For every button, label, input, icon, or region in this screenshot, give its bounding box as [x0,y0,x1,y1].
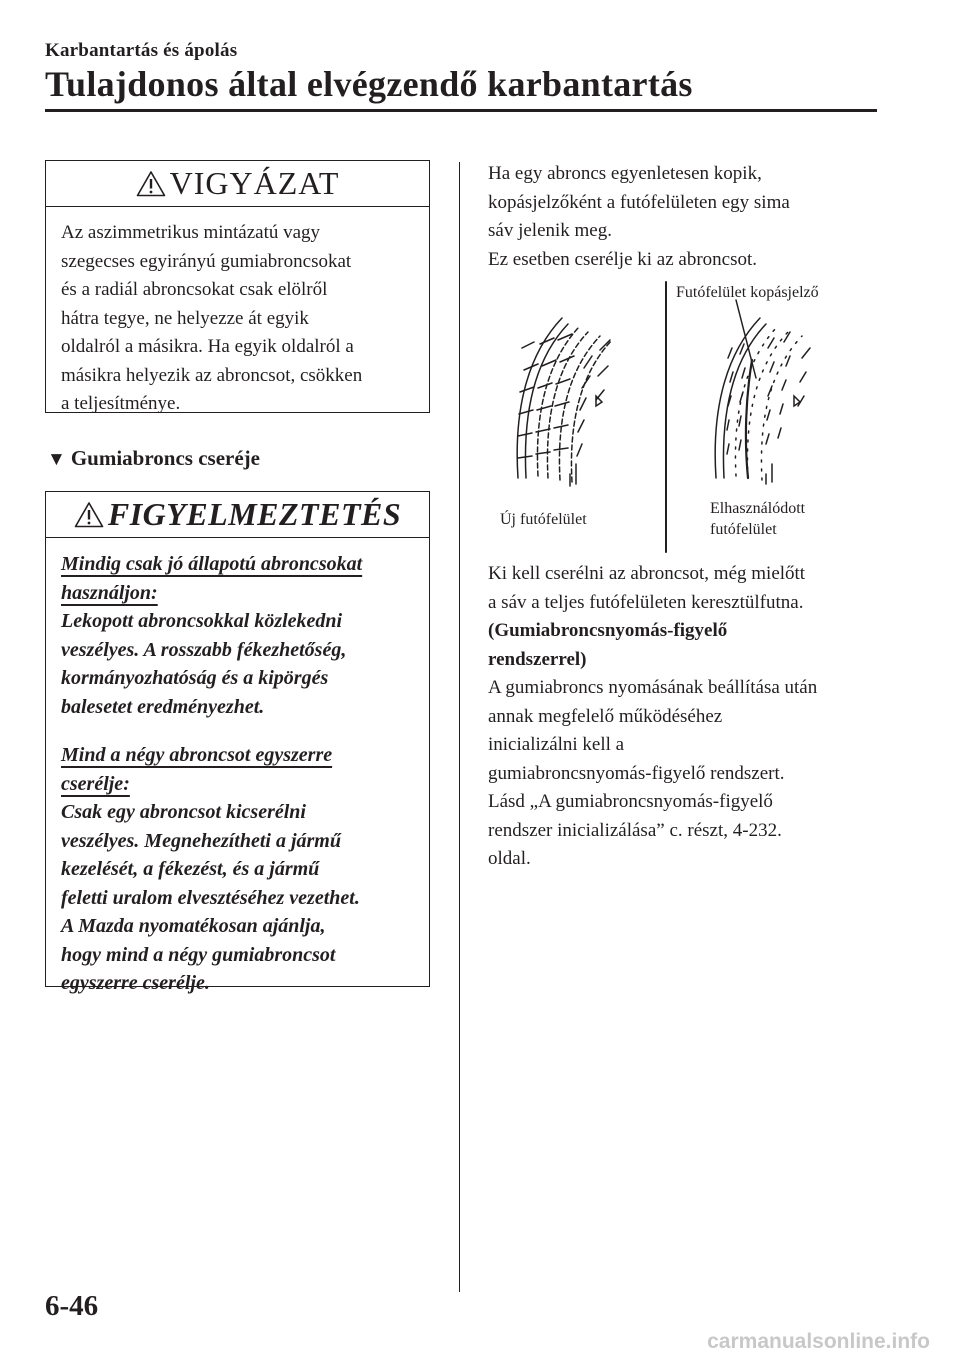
warning-line: hogy mind a négy gumiabroncsot [61,943,336,966]
caution-line: másikra helyezik az abroncsot, csökken [61,364,363,386]
subheading [47,446,260,471]
body-line: kopásjelzőként a futófelületen egy sima [488,191,790,213]
tpms-heading-line: (Gumiabroncsnyomás-figyelő [488,620,728,641]
caution-line: hátra tegye, ne helyezze át egyik [61,307,309,329]
body-line: annak megfelelő működéséhez [488,705,723,727]
body-line: Ha egy abroncs egyenletesen kopik, [488,163,762,184]
page-number: 6-46 [45,1290,99,1322]
warning-triangle-icon [74,501,104,528]
watermark: carmanualsonline.info [707,1330,930,1353]
body-line: inicializálni kell a [488,734,625,755]
body-line: Lásd „A gumiabroncsnyomás-figyelő [488,791,773,812]
caution-line: a teljesítménye. [61,393,181,414]
warning-line: veszélyes. Megnehezítheti a jármű [61,829,341,852]
warning-line: veszélyes. A rosszabb fékezhetőség, [61,638,347,661]
caution-header [46,161,429,207]
warning-line: egyszerre cserélje. [61,972,210,994]
body-line: rendszer inicializálása” c. részt, 4-232. [488,819,782,841]
warning-line: A Mazda nyomatékosan ajánlja, [61,915,326,937]
figure-label-indicator: Futófelület kopásjelző [676,284,819,301]
body-line: Ez esetben cserélje ki az abroncsot. [488,248,758,270]
caution-line: Az aszimmetrikus mintázatú vagy [61,222,321,243]
warning-line: kormányozhatóság és a kipörgés [61,667,329,689]
body-line: gumiabroncsnyomás-figyelő rendszert. [488,762,785,784]
warning-line: kezelését, a fékezést, és a jármű [61,858,320,880]
warning-box [45,491,430,994]
subheading-text: Gumiabroncs cseréje [70,446,260,470]
body-line: A gumiabroncs nyomásának beállítása után [488,677,818,698]
tread-wear-figure [488,278,888,558]
figure-label-worn-line: futófelület [710,521,777,538]
warning-line: feletti uralom elvesztéséhez vezethet. [61,886,360,909]
warning-header [46,492,429,538]
replacement-paragraph [488,560,888,874]
warning-line: Csak egy abroncsot kicserélni [61,801,306,823]
warning-heading-line: Mindig csak jó állapotú abroncsokat [61,553,363,575]
warning-heading-line: használjon: [61,581,158,604]
title-rule [45,109,877,112]
body-line: Ki kell cserélni az abroncsot, még mielőtt [488,563,806,584]
warning-body [46,538,429,998]
caution-line: és a radiál abroncsokat csak elölről [61,279,328,300]
figure-label-worn-tread [710,498,805,540]
warning-line: Lekopott abroncsokkal közlekedni [61,610,343,632]
warning-title: FIGYELMEZTETÉS [107,496,402,532]
body-line: oldal. [488,848,531,869]
warning-heading-line: cserélje: [61,772,130,795]
warning-line: balesetet eredményezhet. [61,695,265,718]
body-line: sáv jelenik meg. [488,220,612,241]
section-label: Karbantartás és ápolás [45,40,238,61]
caution-box [45,160,430,413]
caution-body [46,207,429,419]
warning-triangle-icon [136,170,166,197]
triangle-marker-icon: ▼ [47,449,66,470]
figure-label-new-tread: Új futófelület [500,511,587,528]
tread-intro-paragraph [488,160,888,274]
caution-line: szegecses egyirányú gumiabroncsokat [61,250,352,272]
figure-label-worn-line: Elhasználódott [710,500,806,517]
tpms-heading-line: rendszerrel) [488,648,587,670]
caution-title: VIGYÁZAT [169,165,340,201]
column-divider [459,162,460,1292]
body-line: a sáv a teljes futófelületen keresztülfutna. [488,591,804,613]
warning-heading-line: Mind a négy abroncsot egyszerre [61,744,333,766]
caution-line: oldalról a másikra. Ha egyik oldalról a [61,336,354,357]
page-title: Tulajdonos által elvégzendő karbantartás [45,64,693,104]
